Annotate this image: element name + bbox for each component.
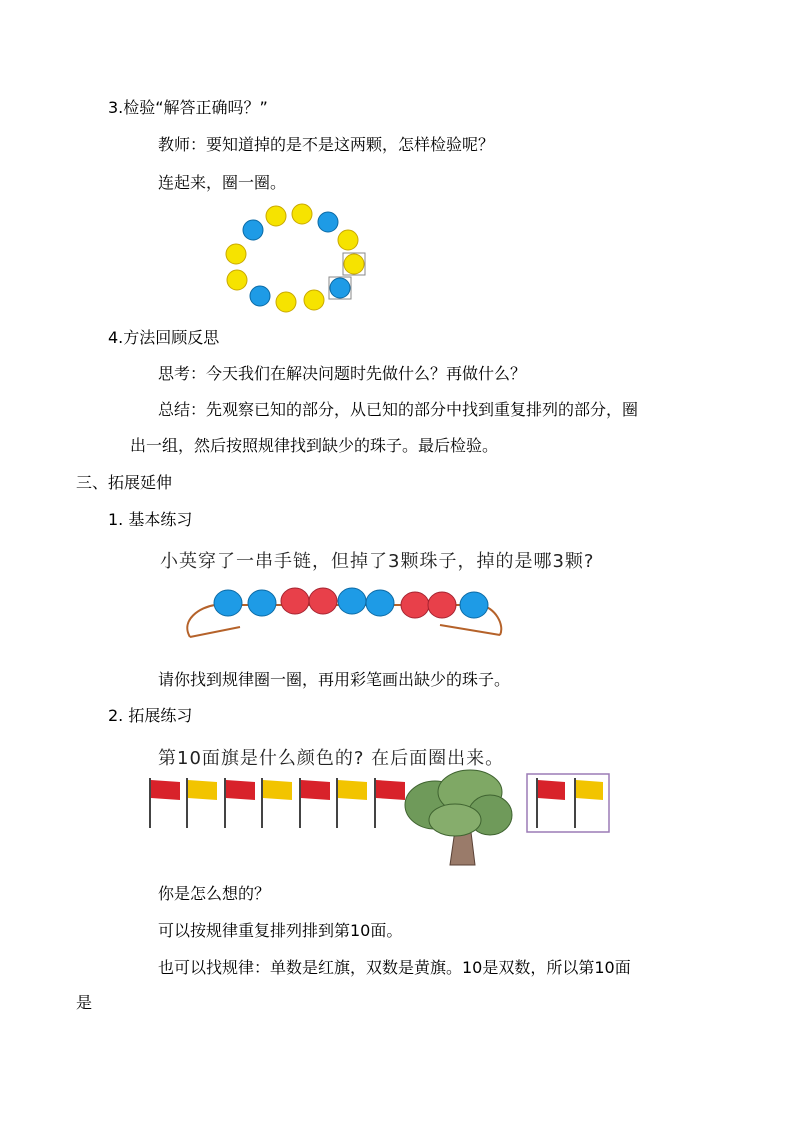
section4-heading: 4.方法回顾反思 — [108, 328, 220, 347]
bead-blue — [243, 220, 263, 240]
bead-ring — [226, 204, 365, 312]
reasoning-question: 你是怎么想的？ — [158, 884, 271, 903]
bead-red — [309, 588, 337, 614]
bead-blue — [366, 590, 394, 616]
flag-yellow — [187, 778, 217, 828]
flag-red — [150, 778, 180, 828]
bead-blue — [330, 278, 350, 298]
teacher-question: 教师：要知道掉的是不是这两颗，怎样检验呢？ — [158, 135, 495, 154]
bead-red — [401, 592, 429, 618]
flag-red — [225, 778, 255, 828]
bead-blue — [248, 590, 276, 616]
flag-caption: 第10面旗是什么颜色的? 在后面圈出来。 — [158, 748, 505, 769]
bracelet-beads — [214, 588, 488, 618]
bracelet-string-end — [190, 627, 240, 637]
bead-yellow — [292, 204, 312, 224]
bracelet-illustration — [180, 585, 510, 645]
bead-yellow — [266, 206, 286, 226]
answer-method-2-line-2: 是 — [76, 993, 93, 1012]
bead-ring-illustration — [220, 200, 370, 310]
answer-options — [527, 774, 609, 832]
extended-practice-heading: 2. 拓展练习 — [108, 706, 193, 725]
bead-yellow — [338, 230, 358, 250]
bead-blue — [250, 286, 270, 306]
bead-yellow — [304, 290, 324, 310]
bead-blue — [460, 592, 488, 618]
section3-heading: 3.检验“解答正确吗？” — [108, 98, 268, 117]
bead-yellow — [227, 270, 247, 290]
flag-yellow — [337, 778, 367, 828]
bead-red — [428, 592, 456, 618]
part3-heading: 三、拓展延伸 — [76, 473, 173, 492]
answer-method-1: 可以按规律重复排列排到第10面。 — [158, 921, 403, 940]
think-question: 思考：今天我们在解决问题时先做什么？再做什么？ — [158, 364, 527, 383]
basic-instruction: 请你找到规律圈一圈，再用彩笔画出缺少的珠子。 — [158, 670, 511, 689]
bead-blue — [318, 212, 338, 232]
bead-yellow — [226, 244, 246, 264]
flag-red — [375, 778, 405, 828]
bead-blue — [338, 588, 366, 614]
bead-yellow — [344, 254, 364, 274]
bracelet-string-end — [440, 625, 500, 635]
summary-line-1: 总结：先观察已知的部分，从已知的部分中找到重复排列的部分，圈 — [158, 400, 639, 419]
connect-instruction: 连起来，圈一圈。 — [158, 173, 287, 192]
flags-illustration — [145, 770, 615, 870]
flag-red — [300, 778, 330, 828]
basic-practice-heading: 1. 基本练习 — [108, 510, 193, 529]
tree-icon — [405, 770, 512, 865]
flag-yellow — [262, 778, 292, 828]
flag-row — [150, 778, 405, 828]
flag-yellow-option[interactable] — [575, 778, 603, 828]
bracelet-caption: 小英穿了一串手链，但掉了3颗珠子，掉的是哪3颗? — [160, 551, 595, 572]
summary-line-2: 出一组，然后按照规律找到缺少的珠子。最后检验。 — [130, 436, 499, 455]
flag-red-option[interactable] — [537, 778, 565, 828]
bead-blue — [214, 590, 242, 616]
answer-method-2-line-1: 也可以找规律：单数是红旗，双数是黄旗。10是双数，所以第10面 — [158, 958, 631, 977]
bead-red — [281, 588, 309, 614]
bead-yellow — [276, 292, 296, 312]
